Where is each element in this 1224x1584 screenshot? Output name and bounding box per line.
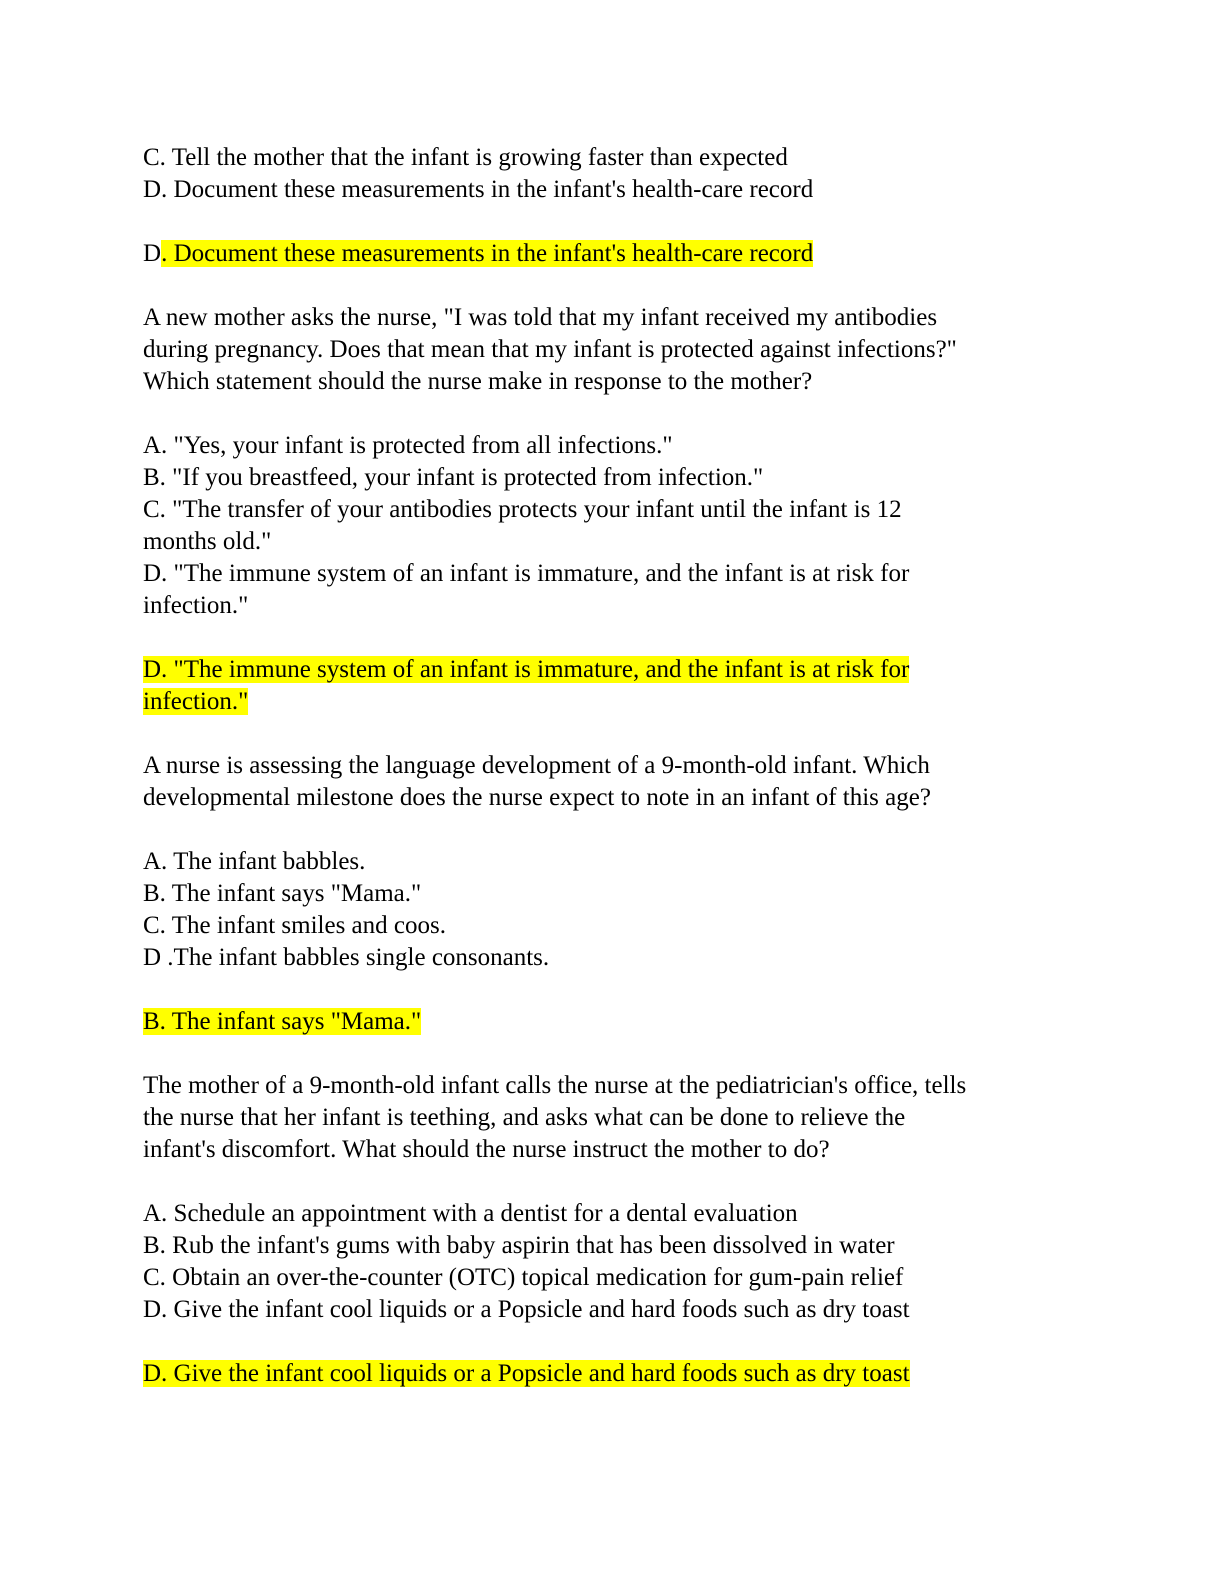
answer-line [143,238,1073,270]
answer-highlight: D. Give the infant cool liquids or a Popsicle and hard foods such as dry toast [143,1360,910,1387]
option-b: B. Rub the infant's gums with baby aspirin that has been dissolved in water [143,1232,895,1259]
question-stem: developmental milestone does the nurse expect to note in an infant of this age? [143,784,931,811]
spacer [143,206,1073,238]
question-stem: The mother of a 9-month-old infant calls the nurse at the pediatrician's office, tells [143,1072,967,1099]
answer-highlight: D. "The immune system of an infant is immature, and the infant is at risk for [143,656,910,683]
option-a: A. The infant babbles. [143,848,366,875]
option-d-continued: infection." [143,592,249,619]
answer-prefix: D [143,240,162,267]
answer-line [143,654,1073,686]
option-d: D .The infant babbles single consonants. [143,944,550,971]
option-d: D. "The immune system of an infant is immature, and the infant is at risk for [143,560,910,587]
answer-line [143,1006,1073,1038]
spacer [143,814,1073,846]
option-c: C. Obtain an over-the-counter (OTC) topical medication for gum-pain relief [143,1264,904,1291]
option-d: D. Give the infant cool liquids or a Popsicle and hard foods such as dry toast [143,1296,910,1323]
option-d: D. Document these measurements in the infant's health-care record [143,176,814,203]
option-c: C. Tell the mother that the infant is growing faster than expected [143,144,788,171]
answer-line [143,686,1073,718]
answer-line [143,1358,1073,1390]
answer-highlight: . Document these measurements in the infant's health-care record [161,240,814,267]
option-c-continued: months old." [143,528,272,555]
spacer [143,398,1073,430]
question-stem: A new mother asks the nurse, "I was told that my infant received my antibodies [143,304,938,331]
option-b: B. "If you breastfeed, your infant is protected from infection." [143,464,764,491]
spacer [143,1326,1073,1358]
document-page [143,142,1073,1390]
answer-highlight: infection." [143,688,249,715]
spacer [143,974,1073,1006]
question-stem: infant's discomfort. What should the nurse instruct the mother to do? [143,1136,830,1163]
spacer [143,622,1073,654]
spacer [143,1166,1073,1198]
question-stem: A nurse is assessing the language development of a 9-month-old infant. Which [143,752,930,779]
spacer [143,718,1073,750]
option-c: C. The infant smiles and coos. [143,912,446,939]
option-a: A. Schedule an appointment with a dentist for a dental evaluation [143,1200,798,1227]
spacer [143,270,1073,302]
question-stem: during pregnancy. Does that mean that my infant is protected against infections?" [143,336,957,363]
option-a: A. "Yes, your infant is protected from all infections." [143,432,673,459]
question-stem: the nurse that her infant is teething, and asks what can be done to relieve the [143,1104,906,1131]
option-c: C. "The transfer of your antibodies protects your infant until the infant is 12 [143,496,902,523]
answer-highlight: B. The infant says "Mama." [143,1008,422,1035]
spacer [143,1038,1073,1070]
option-b: B. The infant says "Mama." [143,880,422,907]
question-stem: Which statement should the nurse make in response to the mother? [143,368,813,395]
